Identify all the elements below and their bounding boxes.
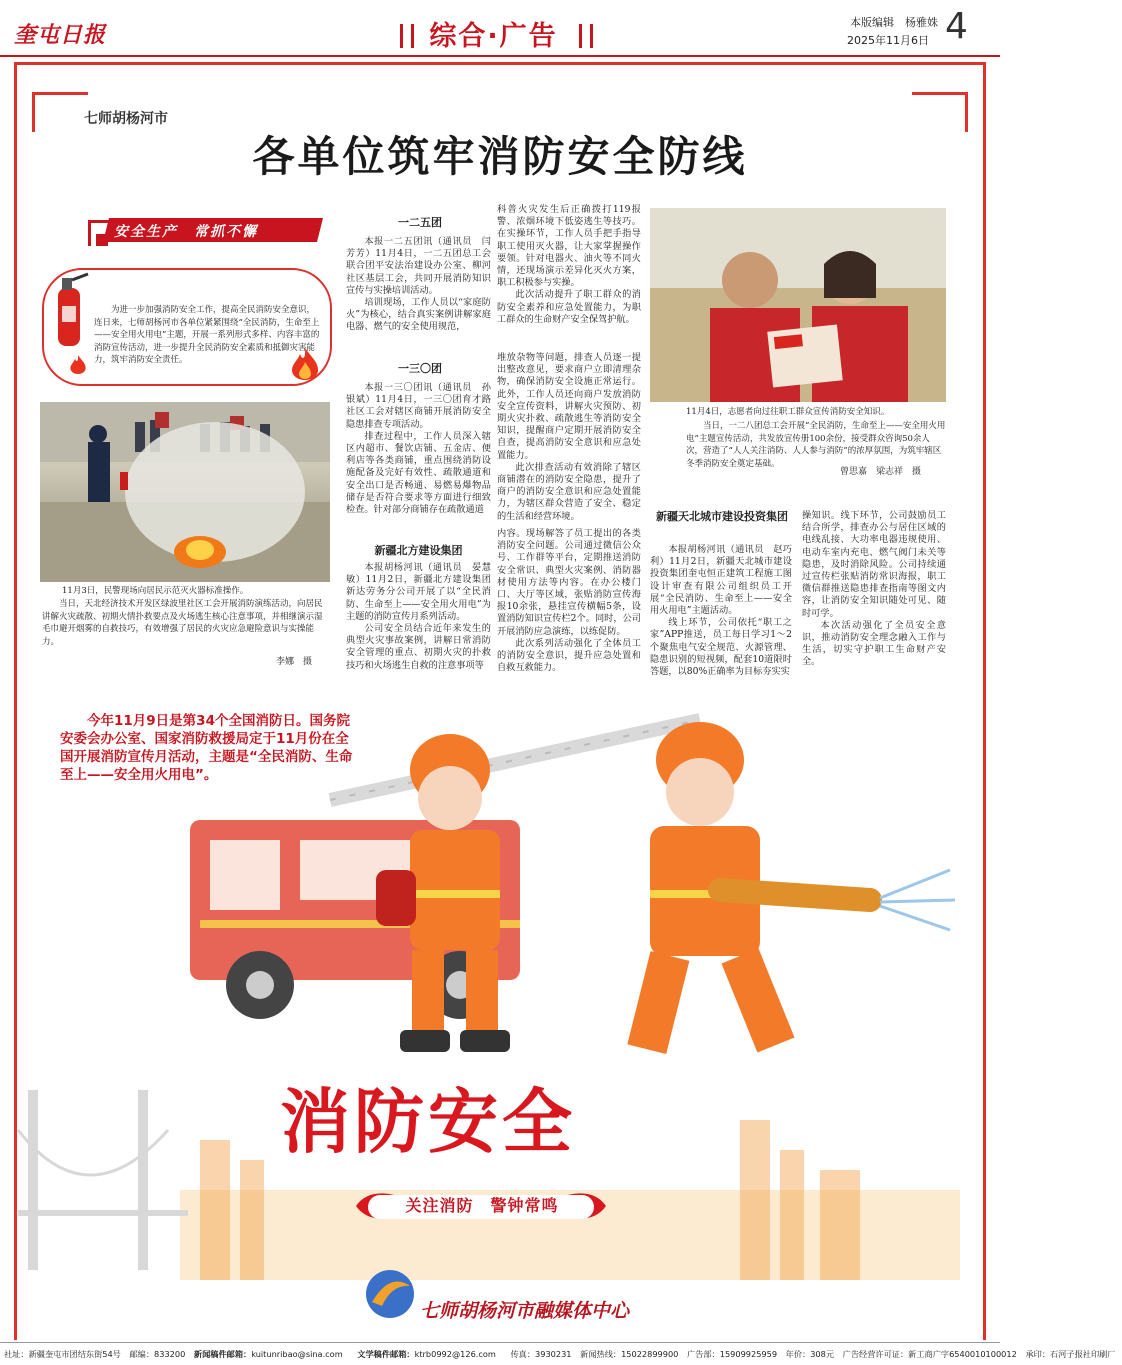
flame-icon [68,352,88,376]
photo1-caption-2: 当日，天北经济技术开发区绿波里社区工会开展消防演练活动，向居民讲解火灾疏散、初期火情扑救要点及火场逃生核心注意事项，并相继演示湿毛巾避开烟雾的自救技巧，有效增强了居民的火灾应急避险意识与实操能力。 [42,599,323,647]
page-number: 4 [945,6,968,47]
footer-literary-email-value[interactable]: ktrb0992@126.com [414,1349,496,1359]
article-beifang-body-1 [346,562,491,672]
paragraph: 此次活动提升了职工群众的消防安全素养和应急处置能力，为职工群众的生命财产安全保驾护航。 [497,289,641,325]
fire-day-notice: 今年11月9日是第34个全国消防日。国务院安委会办公室、国家消防救援局定于11月份在全国开展消防宣传月活动，主题是“全民消防、生命至上——安全用火用电”。 [60,713,353,783]
article-tianbei-body-1 [650,544,792,678]
divider [590,24,593,48]
page-headline: 各单位筑牢消防安全防线 [252,132,748,181]
photo2-caption-1: 11月4日，志愿者向过往职工群众宣传消防安全知识。 [686,407,890,417]
footer-news-email [194,1349,349,1359]
paragraph: 本报一二五团讯（通讯员 闫芳芳）11月4日，一二五团总工会联合团平安法治建设办公室、柳河社区基层工会，共同开展消防知识宣传与实操培训活动。 [346,236,491,296]
poster-title: 消防安全 [280,1081,576,1163]
footer-ad-dept: 广告部：15909925959 [686,1349,778,1359]
poster-slogan: 关注消防 警钟常鸣 [405,1196,559,1215]
paragraph: 操知识。线下环节，公司鼓励员工结合所学，排查办公与居住区域的电线乱接、大功率电器违规使用、电动车室内充电、燃气阀门未关等隐患，及时消除风险。公司持续通过宣传栏张贴消防常识海报，职工微信群推送隐患排查指南等图文内容，让消防安全知识随处可见、随时可学。 [802,510,946,619]
article-130-body-2 [497,352,641,523]
series-label: 七师胡杨河市 [84,111,168,127]
footer-printer: 承印：石河子报社印刷厂 [1025,1349,1116,1359]
paragraph: 此次排查活动有效消除了辖区商铺潜在的消防安全隐患，提升了商户的消防安全意识和应急处置能力，为辖区群众营造了安全、稳定的生活和经营环境。 [497,461,641,522]
paragraph: 本报胡杨河讯（通讯员 赵巧利）11月2日，新疆天北城市建设投资集团奎屯恒正建筑工程施工图设计审查有限公司组织员工开展“全民消防、生命至上——安全用火用电”主题活动。 [650,544,792,617]
footer-postcode: 邮编：833200 [129,1349,186,1359]
volunteer-photo [650,208,946,402]
paragraph: 线上环节，公司依托“职工之家”APP推送，员工每日学习1～2个聚焦电气安全规范、火源管理、隐患识别的短视频，配套10道限时答题，以80%正确率为目标夯实实 [650,617,792,678]
divider [400,24,403,48]
photo2-caption-2: 当日，一二八团总工会开展“全民消防，生命至上——安全用火用电”主题宣传活动，共发放宣传册100余份，接受群众咨询50余人次，营造了“人人关注消防、人人参与消防”的浓厚氛围，为筑牢辖区冬季消防安全奠定基础。 [686,421,946,469]
footer-literary-email-label: 文学稿件邮箱： [357,1349,415,1359]
fire-extinguisher-icon [48,270,92,350]
editor-credit: 本版编辑 杨雅姝 [850,16,938,29]
paragraph: 本报一三〇团讯（通讯员 孙银斌）11月4日，一三〇团育才路社区工会对辖区商铺开展消防安全隐患排查专项活动。 [346,382,491,430]
footer-fax: 传真：3930231 [510,1349,572,1359]
footer-news-email-label: 新闻稿件邮箱： [193,1349,252,1359]
paragraph: 内容。现场解答了员工提出的各类消防安全问题。公司通过微信公众号、工作群等平台，定期推送消防安全常识、典型火灾案例、消防器材使用方法等内容。在办公楼门口、大厅等区域，张贴消防宣传海报10余张，悬挂宣传横幅5条，设置消防知识宣传栏2个。同时，公司开展消防应急演练，以练促防。 [497,528,641,637]
section-label: 综合·广告 [429,21,558,52]
article-130-body-1 [346,382,491,516]
intro-paragraph: 为进一步加强消防安全工作，提高全民消防安全意识，连日来，七师胡杨河市各单位紧紧围绕“全民消防，生命至上——安全用火用电”主题，开展一系列形式多样、内容丰富的消防宣传活动，进一步提升全民消防安全素质和抵御灾害能力，筑牢消防安全责任。 [94,305,320,365]
footer-price: 年价：308元 [785,1349,835,1359]
article-130-title: 一三〇团 [398,362,442,375]
footer-news-email-value[interactable]: kuitunribao@sina.com [251,1349,343,1359]
paragraph: 排查过程中，工作人员深入辖区内超市、餐饮店铺、五金店、便利店等各类商铺，重点围绕消防设施配备及完好有效性、疏散通道和安全出口是否畅通、易燃易爆物品储存是否符合要求等方面进行细致检查。针对部分商铺存在疏散通道 [346,430,491,516]
masthead [0,0,1000,60]
bridge-silhouette [18,1070,188,1270]
paragraph: 本报胡杨河讯（通讯员 晏慧敏）11月2日，新疆北方建设集团新达劳务分公司开展了以“全民消防、生命至上——安全用火用电”为主题的消防宣传月系列活动。 [346,562,491,622]
paragraph: 科普火灾发生后正确拨打119报警、浓烟环境下低姿逃生等技巧。在实操环节，工作人员手把手指导职工使用灭火器，让大家掌握操作要领。针对电器火、油火等不同火情，还现场演示差异化灭火方案，职工积极参与实操。 [497,204,641,289]
paragraph: 堆放杂物等问题，排查人员逐一提出整改意见，要求商户立即清理杂物，确保消防安全设施正常运行。此外，工作人员还向商户发放消防安全宣传资料，讲解火灾预防、初期火灾扑救、疏散逃生等消防安全知识，提醒商户定期开展消防安全自查，提高消防安全意识和应急处置能力。 [497,352,641,461]
photo1-caption-1: 11月3日，民警现场向居民示范灭火器标准操作。 [62,586,249,596]
fire-drill-scene [40,402,330,582]
article-tianbei-body-2 [802,510,946,669]
issue-date: 2025年11月6日 [847,34,929,47]
article-125-body-1 [346,236,491,334]
volunteer-scene [650,208,946,402]
footer-literary-email [357,1349,502,1359]
photo1-credit: 李娜 摄 [276,657,313,667]
footer-license: 广告经营许可证：新工商广字6540010100012 [842,1349,1017,1359]
divider [579,24,582,48]
flame-icon [288,346,322,380]
newspaper-logo: 奎屯日报 [14,22,107,48]
paragraph: 公司安全员结合近年来发生的典型火灾事故案例，讲解日常消防安全管理的重点、初期火灾的扑救技巧和火场逃生自救的注意事项等 [346,623,491,671]
article-tianbei-title: 新疆天北城市建设投资集团 [656,510,788,523]
article-125-title: 一二五团 [398,216,442,229]
divider [411,24,414,48]
paragraph: 培训现场，工作人员以“家庭防火”为核心，结合真实案例讲解家庭电器、燃气的安全使用规范， [346,297,491,333]
fire-drill-photo [40,402,330,582]
media-center-name: 七师胡杨河市融媒体中心 [420,1300,630,1322]
paragraph: 此次系列活动强化了全体员工的消防安全意识，提升应急处置和自救互救能力。 [497,637,641,674]
article-125-body-2 [497,204,641,326]
media-logo-icon [362,1266,418,1322]
safety-banner [84,212,324,248]
footer [0,1342,1116,1364]
masthead-rule [0,55,1000,57]
photo2-credit: 曾思嘉 梁志祥 摄 [840,467,922,477]
article-beifang-title: 新疆北方建设集团 [374,544,463,557]
section-title [396,14,597,53]
footer-hotline: 新闻热线：15022899900 [580,1349,679,1359]
article-beifang-body-2 [497,528,641,674]
paragraph: 本次活动强化了全员安全意识，推动消防安全理念融入工作与生活，切实守护职工生命财产安全。 [802,619,946,668]
firefighter-right [627,722,955,1054]
footer-address: 社址：新疆奎屯市团结东街54号 [4,1349,121,1359]
banner-text: 安全生产 常抓不懈 [114,224,258,240]
